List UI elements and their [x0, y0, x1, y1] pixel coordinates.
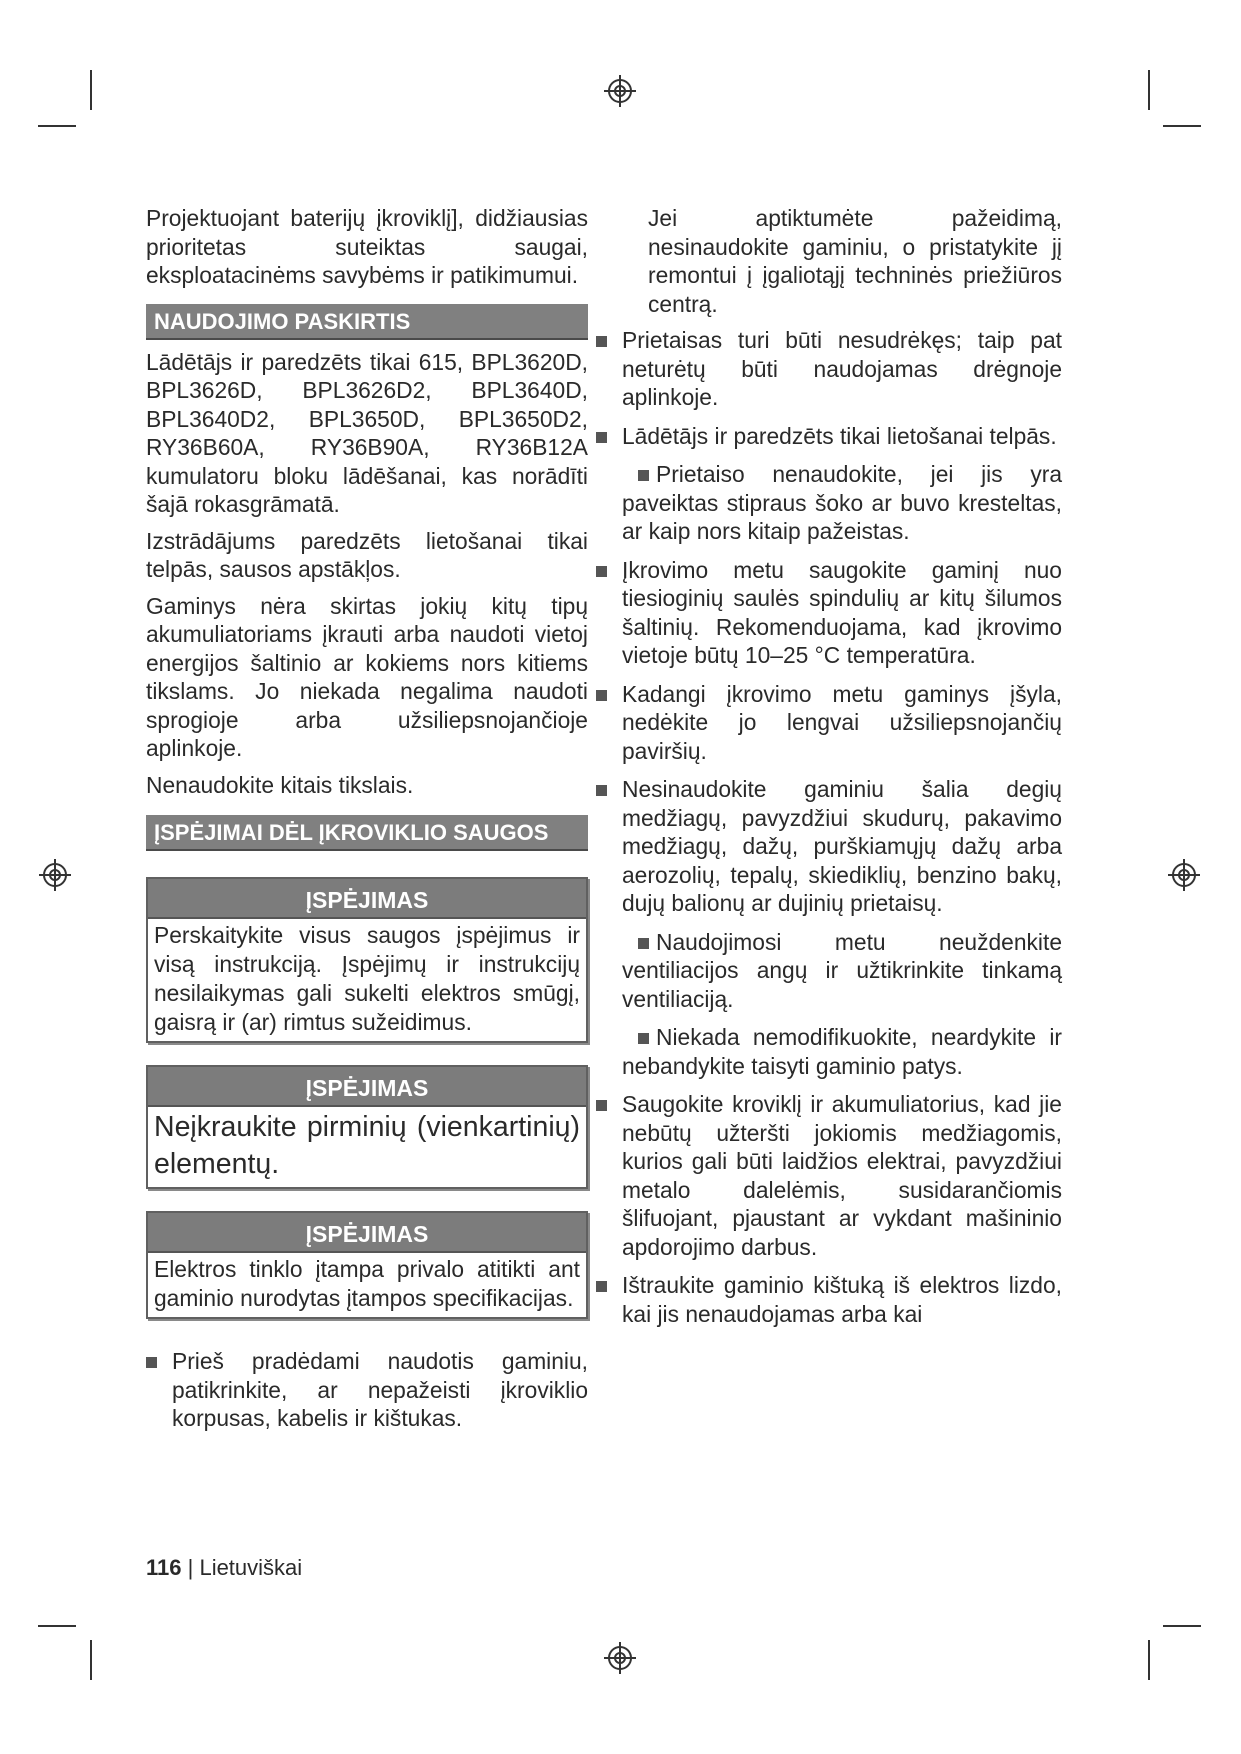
page-number: 116 — [146, 1555, 182, 1580]
list-item — [596, 1090, 1062, 1261]
page-footer — [146, 1555, 302, 1581]
intended-use-paragraph: Lādētājs ir paredzēts tikai 615, BPL3620D, BPL3626D, BPL3626D2, BPL3640D, BPL3640D2, BPL3650D, BPL3650D2, RY36B60A, RY36B90A, RY36B12A kumulatoru bloku lādēšanai, kas norādīti šajā rokasgrāmatā. — [146, 348, 588, 517]
warning-text: Perskaitykite visus saugos įspėjimus ir visą instrukciją. Įspėjimų ir instrukcijų nesilaikymas gali sukelti elektros smūgį, gaisrą ir (ar) rimtus sužeidimus. — [154, 922, 580, 1035]
other-use-paragraph: Gaminys nėra skirtas jokių kitų tipų akumuliatoriams įkrauti arba naudoti vietoj energijos šaltinio ar kokiems nors kitiems tikslams. Jo niekada negalima naudoti sprogioje arba užsiliepsnojančioje aplinkoje. — [146, 592, 588, 761]
crop-mark — [38, 1625, 76, 1627]
footer-separator: | — [181, 1555, 200, 1580]
list-item — [596, 680, 1062, 766]
list-item — [596, 422, 1062, 451]
warning-header — [148, 879, 586, 919]
no-other-purpose-paragraph: Nenaudokite kitais tikslais. — [146, 771, 414, 798]
list-item-text: Įkrovimo metu saugokite gaminį nuo tiesioginių saulės spindulių ar kitų šilumos šaltinių. Rekomenduojama, kad įkrovimo vietoje būtų 10–25 °C temperatūra. — [622, 556, 1062, 668]
list-item — [596, 775, 1062, 918]
warning-title: ĮSPĖJIMAS — [305, 1221, 429, 1247]
crop-mark — [38, 125, 76, 127]
bullet-square-icon — [596, 1281, 607, 1292]
warning-header — [148, 1213, 586, 1253]
warning-box — [146, 1211, 588, 1319]
footer-language: Lietuviškai — [199, 1555, 303, 1580]
registration-mark-icon — [603, 1641, 637, 1675]
list-item-text: Nesinaudokite gaminiu šalia degių medžiagų, pavyzdžiui skudurų, pakavimo medžiagų, dažų, purškiamųjų dažų arba aerozolių, tepalų, skiediklių, benzino bakų, dujų balionų ar dujinių prietaisų. — [622, 776, 1062, 916]
registration-mark-icon — [603, 74, 637, 108]
list-item — [596, 556, 1062, 670]
list-item-text: Kadangi įkrovimo metu gaminys įšyla, nedėkite jo lengvai užsiliepsnojančių paviršių. — [622, 680, 1062, 764]
bullet-square-icon — [638, 470, 649, 481]
bullet-square-icon — [596, 785, 607, 796]
bullet-square-icon — [638, 938, 649, 949]
crop-mark — [90, 1640, 92, 1680]
list-item-text: Naudojimosi metu neuždenkite ventiliacijos angų ir užtikrinkite tinkamą ventiliaciją. — [622, 928, 1062, 1012]
list-item — [622, 1023, 1062, 1080]
warning-title: ĮSPĖJIMAS — [305, 1075, 429, 1101]
bullet-square-icon — [596, 690, 607, 701]
list-item — [596, 1271, 1062, 1328]
bullet-square-icon — [596, 1100, 607, 1111]
crop-mark — [1163, 125, 1201, 127]
bullet-square-icon — [596, 336, 607, 347]
warning-title: ĮSPĖJIMAS — [305, 887, 429, 913]
section-heading-charger-safety: ĮSPĖJIMAI DĖL ĮKROVIKLIO SAUGOS — [146, 815, 588, 851]
indoor-use-paragraph: Izstrādājums paredzēts lietošanai tikai telpās, sausos apstākļos. — [146, 527, 588, 582]
bullet-square-icon — [146, 1357, 157, 1368]
left-column — [146, 204, 588, 1443]
list-item-text: Prietaisas turi būti nesudrėkęs; taip pat neturėtų būti naudojamas drėgnoje aplinkoje. — [622, 327, 1062, 410]
crop-mark — [90, 70, 92, 110]
warning-box — [146, 1065, 588, 1189]
list-item-text: Prieš pradėdami naudotis gaminiu, patikrinkite, ar nepažeisti įkroviklio korpusas, kabelis ir kištukas. — [172, 1348, 588, 1431]
right-column — [622, 204, 1100, 1338]
bullet-square-icon — [596, 566, 607, 577]
list-item — [622, 928, 1062, 1014]
continued-paragraph: Jei aptiktumėte pažeidimą, nesinaudokite gaminiu, o pristatykite jį remontui į įgaliotąjį techninės priežiūros centrą. — [648, 205, 1062, 317]
list-item — [622, 460, 1062, 546]
list-item — [596, 326, 1062, 412]
list-item-text: Prietaiso nenaudokite, jei jis yra paveiktas stipraus šoko ar buvo kresteltas, ar kaip nors kitaip pažeistas. — [622, 461, 1062, 544]
warning-header — [148, 1067, 586, 1107]
bullet-square-icon — [596, 432, 607, 443]
warning-box — [146, 877, 588, 1043]
warning-text: Neįkraukite pirminių (vienkartinių) elementų. — [154, 1111, 580, 1180]
crop-mark — [1148, 70, 1150, 110]
list-item-text: Ištraukite gaminio kištuką iš elektros lizdo, kai jis nenaudojamas arba kai — [622, 1272, 1062, 1327]
crop-mark — [1148, 1640, 1150, 1680]
list-item-text: Saugokite kroviklį ir akumuliatorius, kad jie nebūtų užteršti jokiomis medžiagomis, kurios gali būti laidžios elektrai, pavyzdžiui metalo dalelėmis, susidarančiomis šlifuojant, pjaustant ar vykdant mašininio apdorojimo darbus. — [622, 1091, 1062, 1260]
bullet-square-icon — [638, 1033, 649, 1044]
crop-mark — [1163, 1625, 1201, 1627]
section-heading-intended-use: NAUDOJIMO PASKIRTIS — [146, 304, 588, 340]
list-item — [146, 1347, 588, 1433]
list-item-text: Lādētājs ir paredzēts tikai lietošanai telpās. — [622, 422, 1057, 449]
registration-mark-icon — [1167, 858, 1201, 892]
warning-text: Elektros tinklo įtampa privalo atitikti ant gaminio nurodytas įtampos specifikacijas. — [154, 1256, 580, 1311]
list-item-text: Niekada nemodifikuokite, neardykite ir nebandykite taisyti gaminio patys. — [622, 1024, 1062, 1079]
registration-mark-icon — [38, 858, 72, 892]
intro-paragraph: Projektuojant baterijų įkroviklį], didžiausias prioritetas suteiktas saugai, eksploatacinėms savybėms ir patikimumui. — [146, 205, 588, 288]
